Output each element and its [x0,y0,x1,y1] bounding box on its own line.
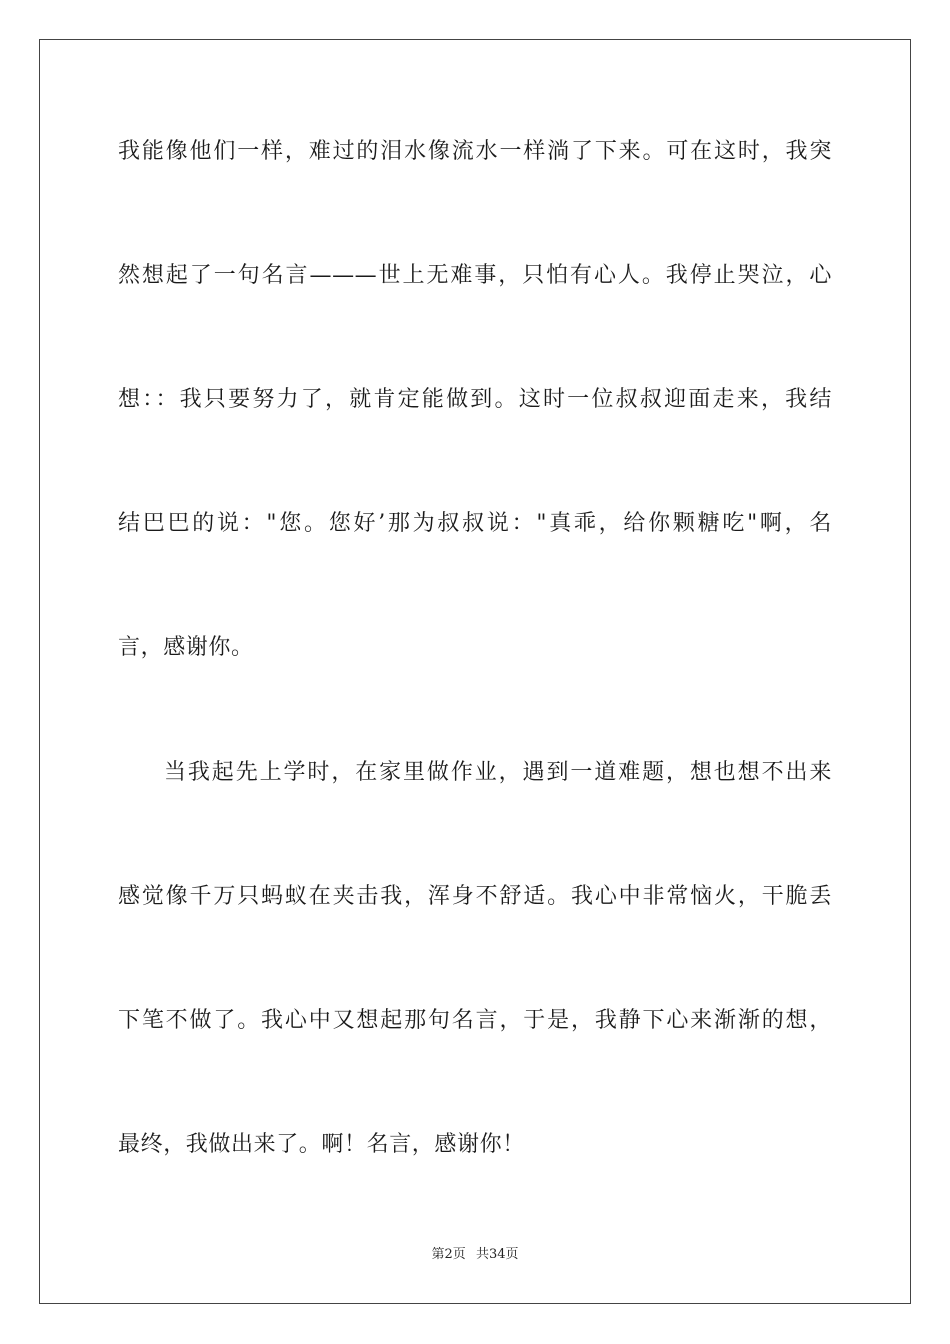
text-line-6: 当我起先上学时，在家里做作业，遇到一道难题，想也想不出来 [164,760,832,785]
text-line-9: 最终，我做出来了。啊！名言，感谢你！ [118,1132,525,1157]
text-line-5: 言，感谢你。 [118,635,254,660]
text-line-4: 结巴巴的说："您。您好’那为叔叔说："真乖，给你颗糖吃"啊，名 [118,511,832,536]
text-line-3: 想：：我只要努力了，就肯定能做到。这时一位叔叔迎面走来，我结 [118,387,832,412]
text-line-7: 感觉像千万只蚂蚁在夹击我，浑身不舒适。我心中非常恼火，干脆丢 [118,884,832,909]
page-footer [0,1246,950,1264]
page-frame [39,39,911,1304]
text-line-8: 下笔不做了。我心中又想起那句名言，于是，我静下心来渐渐的想， [118,1008,832,1033]
text-line-2: 然想起了一句名言———世上无难事，只怕有心人。我停止哭泣，心 [118,263,832,288]
text-line-1: 我能像他们一样，难过的泪水像流水一样淌了下来。可在这时，我突 [118,139,832,164]
current-page-label: 第2页 [431,1247,466,1262]
total-pages-label: 共34页 [475,1247,519,1262]
